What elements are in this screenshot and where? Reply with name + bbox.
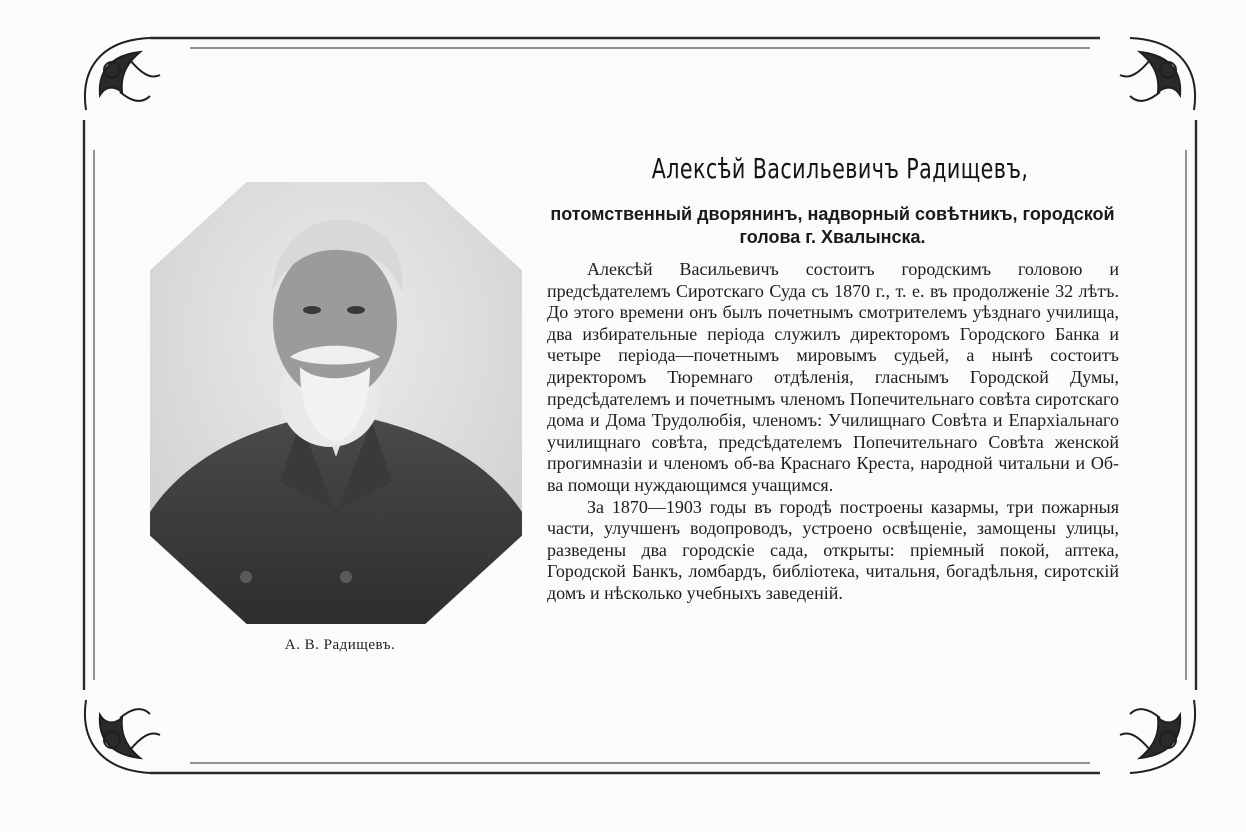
portrait-caption: А. В. Радищевъ.	[284, 637, 396, 653]
portrait-photo	[150, 182, 522, 624]
page-subtitle: потомственный дворянинъ, надворный совѣтникъ, городской голова г. Хвалынска.	[550, 204, 1115, 247]
body-paragraph: Алексѣй Васильевичъ состоитъ городскимъ головою и предсѣдателемъ Сиротскаго Суда съ 1870 г., т. е. въ продолженіе 32 лѣтъ. До этого времени онъ былъ почетнымъ смотрителемъ уѣзднаго училища, два избирательные періода служилъ директоромъ Городского Банка и четыре періода—почетнымъ мировымъ судьей, а нынѣ состоитъ директоромъ Тюремнаго отдѣленія, гласнымъ Городской Думы, предсѣдателемъ и почетнымъ членомъ Попечительнаго совѣта сиротскаго дома и Дома Трудолюбія, членомъ: Училищнаго Совѣта и Епархіальнаго училищнаго совѣта, предсѣдателемъ Попечительнаго Совѣта женской прогимназіи и членомъ об-ва Краснаго Креста, народной читальни и Об-ва помощи нуждающимся учащимся.	[547, 259, 1119, 495]
page-title: Алексѣй Васильевичъ Радищевъ,	[651, 152, 1029, 185]
biography-text	[547, 259, 1119, 605]
body-paragraph: За 1870—1903 годы въ городѣ построены казармы, три пожарныя части, улучшенъ водопроводъ, устроено освѣщеніе, замощены улицы, разведены два городскіе сада, открыты: пріемный покой, аптека, Городской Банкъ, ломбардъ, библіотека, читальня, богадѣльня, сиротскій домъ и нѣсколько учебныхъ заведеній.	[547, 496, 1119, 603]
